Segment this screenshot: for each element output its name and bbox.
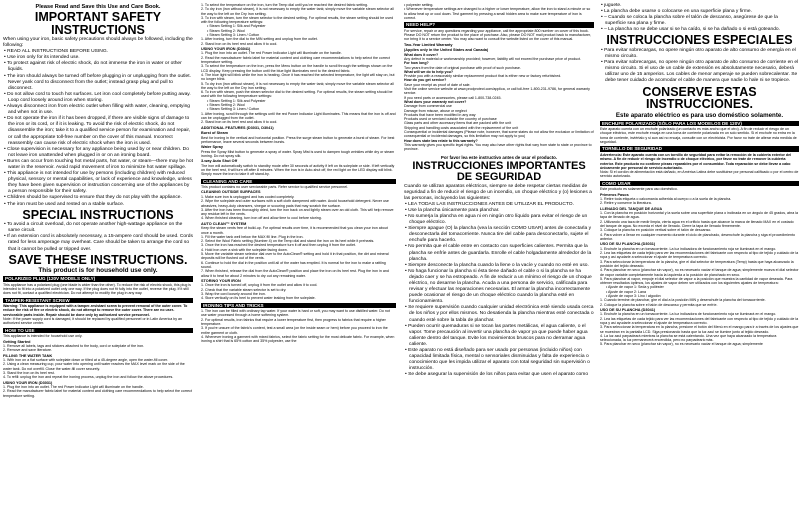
tip-continued-item-2: • Whenever temperature settings are changed to a higher or lower temperature, allow the iron to stand a minute or so to allow heat up or cool down. Test garment by pressing a small hidden area to make sure temperature of iron is correct.: [404, 7, 591, 20]
spray-text: Press the Spray Mist button to generate a spray of water. Spray Mist is used to dampen tough wrinkles while dry or steam ironing. Do not spray silk.: [201, 149, 395, 158]
warranty-line-11: What does your warranty not cover?: [404, 99, 467, 104]
filling-item-1: 1. With iron on a flat surface with soleplate down or tilted at a 45-degree angle, open the water-fill cover.: [3, 358, 169, 363]
uso-3031-tail: [600, 298, 799, 307]
storing-item-4: 4. Store vertically on its heel to prevent water leaking from the soleplate.: [201, 296, 316, 301]
uso-levels: [600, 285, 799, 298]
spanish-bullet-3: • No sumerja la plancha en agua ni en ningún otro líquido para evitar el riesgo de un choque eléctrico.: [405, 213, 588, 226]
column-english-safety: [3, 3, 193, 517]
cleaning-item-2: 2. Wipe the soleplate and outer surfaces with a soft cloth dampened with water. Avoid household detergent. Never use abrasives, heavy-duty cleansers, vinegar or scouring pads that may scratch the surface.: [201, 199, 389, 208]
tamper-es-text: Advertencia: Este aparato cuenta con un tornillo de seguridad para evitar la remoción de la cubierta exterior del mismo. A fin de reducir el riesgo de incendio o de choque eléctrico, por favor no trate de remover la cubierta exterior. Este producto no contiene piezas reparables por el consumidor. Toda reparación se debe llevar a cabo únicamente por personal de servicio autorizado.: [600, 152, 792, 170]
intro-text: When using your iron, basic safety precautions should always be followed, including the following:: [3, 37, 193, 49]
warranty-line-13: Damage from misuse, abuse or neglect: [404, 108, 467, 113]
warranty-line-1: What does it cover?: [404, 52, 439, 57]
band-como-usar: COMO USAR: [600, 181, 799, 187]
title-save-es: CONSERVE ESTAS INSTRUCCIONES.: [642, 84, 757, 112]
special-bullet-1: • To avoid a circuit overload, do not operate another high-wattage appliance on the same circuit.: [4, 222, 183, 234]
uso-3031-item-2: 2. Lea las etiquetas de cada tejido para ver las recomendaciones del fabricante con respecto al tipo de tejido y cuidado de la ropa y así ayudarle a seleccionar el ajuste de temperatura correcto.: [600, 251, 799, 260]
uso-level-3: • Ajuste de vapor 3: Lino / algodón: [606, 294, 661, 299]
storing-list: [201, 283, 396, 300]
warranty-heading: Two-Year Limited Warranty: [404, 42, 453, 47]
autoclean-item-2: 2. Select the Wool Fabric setting (Number 4) on the Temp dial and stand the iron on its heel while it preheats.: [201, 239, 375, 244]
tips-continued: [404, 3, 594, 20]
uso-3041-list: [600, 312, 799, 346]
warranty-line-12: Damage from commercial use: [404, 104, 452, 109]
uso-3031-item-3: 3. Para seleccionar la temperatura de la plancha, gire el dial selector de temperatura (Temp) hasta que haya alcanzado la posición del tejido deseado.: [600, 259, 794, 268]
warranty-line-10: If you need parts or accessories, please call 1-800-738-0245.: [404, 95, 502, 100]
uso-3041-item-5: 5. Para planchar en seco (planchar sin vapor), no es necesario vaciar el tanque de agua; simplemente: [600, 342, 763, 347]
getting-started-item-2: 2. Remove and save literature.: [3, 348, 52, 353]
cleaning-item-4: 4. When finished cleaning, turn iron off and allow time to cool before storing.: [201, 216, 322, 221]
spanish-bullet-10: • Este aparato no está diseñado para ser usado por personas (incluido niños) con capacidad limitada física, mental o sensoriales disminuidas y falta de experiencia o conocimiento que les impida utilizar el aparato con total seguridad sin supervisión o instrucción.: [405, 348, 590, 372]
llenado-item-2: 2. Utilizando una taza de medir limpia, vierta agua en el orificio hasta que alcance la marca de llenado MAX en el costado del tanque de agua. No exceda el nivel de llenado. Cierre la tapa de llenado firmemente.: [600, 219, 794, 229]
uso-3031-item-5: 5. Para planchar al vapor, empuje el dial selector de vapor a la posición que muestra la cantidad de vapor deseada. Para obtener resultados óptimos, los ajustes de vapor deben ser utilizados con los siguientes ajustes de temperatura:: [600, 276, 793, 286]
additional-features-heading: ADDITIONAL FEATURES (D3031, D3041): [201, 125, 274, 130]
using-3041-item-1: 1. Plug the iron into an outlet. The red Power Indicator Light will illuminate on the handle.: [201, 51, 342, 56]
spanish-bullets-continued: [600, 3, 799, 33]
special-bullets: [3, 222, 193, 252]
uso-3041-item-4: 4. La luz azul parpadeará mientras la plancha se está calentando. Una vez que haya alcanzado la temperatura seleccionada, la luz permanecerá encendida, pero no parpadeará más.: [600, 333, 777, 343]
spanish-continued-3: • – Cuando se coloca la plancha sobre el talón de descanso, asegúrese de que la superficie sea plana y firme.: [601, 15, 778, 27]
warranty-line-3: For how long?: [404, 61, 429, 66]
spanish-bullet-4: • Siempre apague (O) la plancha (vea la sección COMO USAR) antes de conectarla y desconectarla del tomacorriente. Nunca tire del cable para desconectarlo, sujete el enchufe para hacerlo.: [405, 226, 592, 244]
top-note: Please Read and Save this Use and Care Book.: [35, 4, 161, 10]
title-special-es: INSTRUCCIONES ESPECIALES: [606, 33, 793, 48]
storing-heading: STORING YOUR IRON: [201, 278, 241, 283]
spanish-bullet-6: • Siempre desconecte la plancha cuando la llene o la vacíe y cuando no esté en uso.: [405, 262, 589, 268]
temp-c-item-2: 2. Stand iron on its heel rest and allow it to cool.: [201, 120, 278, 125]
temp-list-a: [201, 3, 396, 24]
filling-list: [3, 358, 193, 379]
burst-heading: Burst of Steam: [201, 131, 229, 136]
filling-item-4: 4. To refill: unplug the iron and repeat the ironing process, unplug the iron and follow the above procedures.: [3, 375, 174, 380]
spanish-continued-4: • – La plancha no se debe usar si se ha caído, si se ha dañado o si está goteando.: [601, 27, 780, 33]
polarized-es-text: Este aparato cuenta con un enchufe polarizado (un contacto es más ancho que el otro). A fin de reducir el riesgo de un choque eléctrico, este enchufe encaja en una toma de corriente polarizada en un solo sentido. Si el enchufe no entra en la toma de corriente, inviértalo y si aun así no encaja, consulte con un electricista. Por favor no trate de alterar esta medida de seguridad.: [600, 127, 797, 145]
using-iron-3031-list: [3, 385, 193, 398]
getting-started-item-1: 1. Remove all labels, tags and stickers attached to the body, cord or soleplate of the iron.: [3, 344, 145, 349]
using-3041-item-4: 4. The blue light will blink while the iron is heating. Once it has reached the selected temperature, the light will stay on, but no longer blink.: [201, 72, 395, 82]
steam-level-a-1: • Steam Setting 1: Silk and Polyester: [207, 24, 266, 29]
tamper-text: Warning: This appliance is equipped with a tamper-resistant screw to prevent removal of the outer cover. To reduce the risk of fire or electric shock, do not attempt to remove the outer cover. There are no user-serviceable parts inside. Repair should be done only by authorized service personnel.: [3, 304, 188, 317]
uso-3041-item-2: 2. Lea las etiquetas de cada tejido para ver las recomendaciones del fabricante con respecto al tipo de tejido y cuidado de la ropa y así ayudarle a seleccionar el ajuste de temperatura correcto.: [600, 316, 799, 325]
temp-a-item-2: 2. To dry iron (iron without steam), it is not necessary to empty the water tank; simply move the variable steam selector all the way to the left on the Dry Iron setting.: [201, 7, 394, 16]
warranty-line-9: Visit the online service website at www.prodprotect.com/applica, or call toll-free 1-800-231-9786, for general warranty service.: [404, 87, 590, 96]
spanish-continued-1: • juguete.: [601, 3, 622, 8]
safety-bullet-5: • Do not allow cord to touch hot surfaces. Let iron cool completely before putting away. Loop cord loosely around iron when storing.: [4, 91, 191, 103]
steam-level-b-3: • Steam Setting 3: Linen / Cotton: [207, 107, 260, 112]
band-tips: IRONING TIPS AND TRICKS: [201, 303, 396, 309]
autoclean-item-5: 5. Move the variable steam selector dial over to the AutoClean® setting and hold it in that position, the dirt and mineral deposits will be flushed out of the vents.: [201, 252, 389, 261]
spanish-bullet-9: • Pueden ocurrir quemaduras si se tocan las partes metálicas, el agua caliente, o el vapor. Tome precaución al invertir una plancha de vapor ya que puede haber agua caliente dentro del tanque. Evite los movimientos bruscos para no derramar agua caliente.: [405, 323, 588, 347]
storing-item-2: 2. Check that the variable steam selector is set to dry.: [201, 287, 287, 292]
filling-item-3: 3. Stand the iron on its heel rest.: [3, 371, 55, 376]
cord-note: Note: If the power supply cord is damaged, it should be replaced by qualified personnel or in Latin America by an authorized service center.: [3, 317, 182, 326]
tips-list: [201, 309, 396, 343]
autoclean-item-6: 6. Continue to hold the dial in the position until all of the water has emptied. It is normal for the iron to make a rattling sound.: [201, 260, 386, 269]
spanish-bullet-8: • Se requiere supervisión cuando cualquier unidad electrónica esté siendo usada cerca de los niños y por ellos mismos. No desatienda la plancha mientras esté conectada o cuando esté sobre la tabla de planchar.: [405, 305, 594, 323]
warranty-line-15: Products used or serviced outside the country of purchase: [404, 117, 497, 122]
warranty-line-19: How does state law relate to this warranty?: [404, 138, 478, 143]
using-iron-3031-heading: USING YOUR IRON (D3031): [3, 380, 53, 385]
band-cleaning: CLEANING AND CARE: [201, 179, 396, 185]
using-3041-item-6: 6. To iron with steam, push the steam selector dial to the desired setting. For optimal results, the steam setting should be used with the following temperature settings:: [201, 90, 393, 99]
uso-level-2: • Ajuste de vapor 2: Lana: [606, 289, 647, 294]
warranty-line-7: How do you get service?: [404, 78, 447, 83]
getting-started-heading: Getting Started: [3, 339, 31, 344]
using-3041-item-2: 2. Read the manufacturer fabric label for material content and clothing care recommendations to help select the correct temperature setting.: [201, 55, 390, 65]
uso-3031-item-1: 1. Enchufe la plancha en un tomacorriente. La luz indicadora de funcionamiento roja se iluminará en el mango.: [600, 246, 777, 251]
auto-off-heading: 3-way Auto Shut Off: [201, 159, 238, 164]
uso-level-1: • Ajuste de vapor 1: Seda y poliéster: [606, 285, 664, 290]
warranty-line-4: Two years from the date of original purchase with proof of such purchase.: [404, 65, 521, 70]
spanish-bullet-7: • No haga funcionar la plancha si ésta tiene dañado el cable o si la plancha se ha dejado caer y se ha estropeado. A fin de reducir a un mínimo el riesgo de un choque eléctrico, no desarme la plancha. Acuda a una persona de servicio, calificada para revisar y efectuar las reparaciones necesarias. El armar la plancha incorrectamente puede ocasionar el riesgo de un choque eléctrico cuando la plancha esté en funcionamiento.: [405, 268, 592, 305]
steam-level-a-2: • Steam Setting 2: Wool: [207, 28, 245, 33]
spanish-bullet-1: • LEA TODAS LAS INSTRUCCIONES ANTES DE UTILIZAR EL PRODUCTO.: [405, 201, 574, 207]
column-english-usage: [201, 3, 396, 517]
llenado-heading: LLENADO DEL TANQUE DE AGUA: [600, 206, 663, 211]
warranty-line-14: Products that have been modified in any way: [404, 112, 476, 117]
getting-started-list: [3, 344, 193, 353]
warranty-line-6: Provide you with a reasonably similar replacement product that is either new or factory refurbished.: [404, 74, 562, 79]
cord-note-es: Nota: Si el cordón de alimentación está dañado, en América Latina debe sustituirse por personal calificado o por el centro de servicio autorizado.: [600, 170, 799, 179]
safety-bullet-2: • Use iron only for its intended use.: [4, 55, 80, 61]
safety-bullet-9: • Burns can occur from touching hot metal parts, hot water, or steam—there may be hot water in the reservoir. Avoid rapid movement of iron to minimize hot water spillage.: [4, 158, 193, 170]
cleaning-item-3: 3. After the iron has been thoroughly dried, turn the iron back on and lightly steam over an old cloth. This will help remove any residue left in the vents.: [201, 207, 394, 217]
title-special: SPECIAL INSTRUCTIONS: [22, 207, 174, 222]
como-text: Este producto es solamente para uso doméstico.: [600, 187, 678, 192]
safety-bullet-7: • Do not operate the iron if it has been dropped, if there are visible signs of damage to the iron or its cord, or if it is leaking. To avoid the risk of electric shock, do not disassemble the iron; take it to a qualified service person for examination and repair, or call the appropriate toll-free number on the cover of this manual. Incorrect reassembly can cause risk of electric shock when the iron is used.: [4, 116, 191, 146]
tip-item-3: 3. If you're unsure of the fabric's content, test a small area (on the inside seam or hem) before you proceed to iron the entire garment or cloth.: [201, 326, 388, 335]
autoclean-list: [201, 235, 396, 278]
safety-bullets: [3, 49, 193, 207]
steam-levels-1: [201, 24, 396, 37]
band-need-help: NEED HELP?: [404, 22, 594, 28]
primeros-item-2: 2. Retire y conserve la literatura.: [600, 201, 652, 206]
autoclean-item-1: 1. Fill the water tank well below the MAX fill line. Plug in the iron.: [201, 234, 304, 239]
household-note: This product is for household use only.: [38, 267, 158, 275]
temp-b-item-2: 2. Stand iron on its heel rest and allow it to cool.: [201, 41, 278, 46]
autoclean-item-7: 7. When finished, release the dial from the AutoClean® position and place the iron on its heel rest. Plug the iron in and allow it to heat for about 2 minutes to dry out any remaining water.: [201, 269, 389, 278]
tip-item-4: 4. Whenever ironing a garment with mixed fabrics, select the fabric setting for the most delicate fabric. For example, when ironing a shirt that is 65% cotton and 35% polyester, use the: [201, 334, 395, 344]
using-iron-3041-heading: USING YOUR IRON (D3041): [201, 46, 251, 51]
band-how-to-use: HOW TO USE: [3, 328, 193, 334]
using-3041-item-3: 3. To select the temperature on the iron, press the Menu button on the handle to scroll through the settings shown on the LCD display. Keep pressing the button until the blue light illuminates next to the desired fabric.: [201, 64, 393, 73]
storing-item-1: 1. Once the iron is turned off, unplug it from the outlet and allow it to cool.: [201, 283, 318, 288]
safety-bullet-1: • READ ALL INSTRUCTIONS BEFORE USING.: [4, 49, 108, 55]
band-polarized: POLARIZED PLUG (120V MODELS ONLY): [3, 276, 193, 282]
cleaning-outside-heading: CLEANING OUTSIDE SURFACES: [201, 190, 261, 195]
steam-levels-2: [201, 99, 396, 112]
warranty-subheading: (Applies only in the United States and Canada): [404, 48, 489, 53]
spanish-read-note: Por favor lea este instructivo antes de usar el producto.: [440, 154, 558, 160]
band-tamper-es: TORNILLO DE SEGURIDAD: [600, 146, 799, 152]
autoclean-item-4: 4. Hold iron over a sink with the soleplate facing down.: [201, 247, 288, 252]
band-polarized-es: ENCHUFE POLARIZADO (SÓLO PARA LOS MODELOS DE 120V): [600, 121, 799, 127]
cleaning-intro: This product contains no user serviceable parts. Refer service to qualified service personnel.: [201, 185, 349, 190]
spanish-continued-2: • La plancha debe usarse o colocarse en una superficie plana y firme.: [601, 9, 752, 15]
warranty-lines: [404, 53, 594, 152]
steam-level-b-2: • Steam Setting 2: Wool: [207, 103, 245, 108]
safety-bullet-4: • The iron should always be turned off before plugging in or unplugging from the outlet. Never yank cord to disconnect from the outlet; instead grasp plug and pull to disconnect.: [4, 73, 191, 91]
special-es-bullet-2: • Para evitar sobrecargas, no opere ningún otro aparato de alto consumo de corriente en el mismo circuito. Si el uso de un cable de extensión es absolutamente necesario, deberá utilizar uno de 15 amperios. Los cables de menor amperaje se pueden sobrecalentar. Se debe tener cuidado de acomodar el cable de manera que nadie lo hale ni se tropiece.: [601, 60, 799, 84]
llenado-item-4: 4. Para volver a llenar en cualquier momento durante el ciclo de planchado, desenchufe la plancha y siga el procedimiento anterior.: [600, 232, 795, 241]
uso-3041-item-1: 1. Enchufe la plancha en un tomacorriente. La luz indicadora de funcionamiento roja se iluminará en el mango.: [600, 312, 777, 317]
safety-bullet-11: • Children should be supervised to ensure that they do not play with the appliance.: [4, 195, 182, 201]
spray-heading: Water Spray: [201, 145, 224, 150]
uso-3031-list: [600, 247, 799, 286]
spanish-bullet-5: • No permita que el cable entre en contacto con superficies calientes. Permita que la plancha se enfríe antes de guardarla. Enrolle el cable holgadamente alrededor de la plancha.: [405, 244, 592, 262]
temp-c-item-1: 1. After ironing, scroll through the settings until the red Power Indicator Light illuminates. This means that the iron is off and can be unplugged from the outlet.: [201, 111, 396, 120]
spanish-intro: Cuando se utilizan aparatos eléctricos, siempre se debe respetar ciertas medidas de seguridad a fin de reducir el riesgo de un incendio, un choque eléctrico y (o) lesiones a las personas, incluyendo las siguientes:: [404, 183, 592, 201]
llenado-item-1: 1. Con la plancha en posición horizontal y la suela sobre una superficie plana o inclinada en un ángulo de 45 grados, abra la tapa de llenado de agua.: [600, 211, 798, 220]
howto-text: This appliance is intended for household use only.: [3, 334, 83, 339]
tip-item-2: 2. For optimal results, iron fabrics that require a lower temperature first, then progress to fabrics that require a higher temperature.: [201, 317, 386, 326]
warranty-line-5: What will we do to help you?: [404, 69, 454, 74]
llenado-list: [600, 211, 799, 241]
safety-bullet-12: • The iron must be used and rested on a stable surface.: [4, 201, 125, 207]
primeros-heading: Primeros Pasos: [600, 192, 629, 197]
temp-b-item-1: 1. After ironing, turn the dial to the MIN setting and unplug from the outlet.: [201, 37, 318, 42]
filling-item-2: 2. Using a clean measuring cup, pour water into opening until water reaches the MAX level mark on the side of the water tank. Do not overfill. Close the water-fill cover securely.: [3, 362, 185, 371]
spanish-bullet-2: • Use la plancha únicamente para planchar.: [405, 207, 500, 213]
special-es-bullet-1: • Para evitar sobrecargas, no opere ningún otro aparato de alto consumo de energía en el mismo circuito.: [601, 47, 796, 60]
burst-text: Best for ironing in the vertical and horizontal position. Press the surge steam button to generate a burst of steam. For best performance, leave several seconds between bursts.: [201, 135, 395, 144]
temp-list-b: [201, 37, 396, 46]
using-3031-item-2: 2. Read the manufacturer fabric label for material content and clothing care recommendations to help select the correct temperature setting.: [3, 389, 192, 398]
polarized-text: This appliance has a polarized plug (one blade is wider than the other). To reduce the risk of electric shock, this plug is intended to fit into a polarized outlet only one way. If the plug does not fit fully into the outlet, reverse the plug. If it still does not fit, contact a qualified electrician. Do not attempt to modify the plug in any way.: [3, 282, 191, 296]
warranty-line-16: Glass parts and other accessory items that are packed with the unit: [404, 121, 512, 126]
uso-tail-item-1: 1. Cuando termine de planchar, gire el dial a la posición MIN y desenchufe la plancha del tomacorriente.: [600, 298, 766, 303]
column-warranty-spanish: [404, 3, 594, 517]
tip-continued-item-1: • polyester setting.: [404, 3, 434, 7]
temp-a-item-1: 1. To select the temperature on the iron, turn the Temp dial until you've reached the desired fabric setting.: [201, 3, 368, 7]
warranty-line-20: This warranty gives you specific legal rights. You may also have other rights that vary from state to state or province to province.: [404, 142, 592, 152]
autoclean-item-3: 3. Once the iron has reached the desired temperature turn it off and then unplug it from the outlet.: [201, 243, 356, 248]
warranty-line-8: Save your receipt as proof of date of sale.: [404, 82, 471, 87]
cleaning-list: [201, 195, 396, 221]
temp-a-item-3: 3. To iron with steam, turn the steam selector to the desired setting. For optimal results, the steam setting should be used with the following temperature settings:: [201, 15, 394, 25]
uso-3031-item-4: 4. Para planchar en seco (planchar sin vapor), no es necesario vaciar el tanque de agua; simplemente mueva el dial selector de vapor variable completamente hacia la izquierda a la posición de planchado en seco.: [600, 268, 799, 277]
title-safety: IMPORTANT SAFETY INSTRUCTIONS: [34, 10, 162, 37]
using-3041-item-5: 5. To dry iron (iron without steam), it is not necessary to empty the water tank; simply move the variable steam selector all the way to the left on the Dry Iron setting.: [201, 81, 394, 90]
title-save: SAVE THESE INSTRUCTIONS.: [8, 252, 188, 267]
steam-level-a-3: • Steam Setting 3: Linen / Cotton: [207, 33, 260, 38]
autoclean-text: Keep the steam vents free of build-up. For optimal results over time, it is recommended that you clean your iron about once a month.: [201, 226, 388, 235]
storing-item-3: 3. Wrap the cord loosely around the iron.: [201, 291, 266, 296]
uso-tail-item-2: 2. Coloque la plancha sobre el talón de descanso y permita que se enfríe.: [600, 302, 718, 307]
band-tamper: TAMPER-RESISTANT SCREW: [3, 298, 193, 304]
uso-3041-heading: USO DE SU PLANCHA (D3041): [600, 307, 656, 312]
steam-level-b-1: • Steam Setting 1: Silk and Polyester: [207, 98, 266, 103]
spanish-bullets: [404, 202, 594, 379]
temp-list-c: [201, 112, 396, 125]
safety-bullet-3: • To protect against risk of electric shock, do not immerse the iron in water or other liquids.: [4, 61, 182, 73]
warranty-line-18: Consequential or incidental damages (Please note, however, that some states do not allow the exclusion or limitation of consequential or incidental damages, so this limitation may not apply to you): [404, 130, 594, 139]
special-bullet-2: • If an extension cord is absolutely necessary, a 15-ampere cord should be used. Cords rated for less amperage may overheat. Care should be taken to arrange the cord so that it cannot be pulled or tripped over.: [4, 234, 193, 252]
warranty-line-2: Any defect in material or workmanship provided; however, liability will not exceed the purchase price of product.: [404, 56, 581, 61]
auto-off-text: The iron will automatically switch to standby mode after 30 seconds of activity if left on its soleplate or side. If left vertically on the heel rest, it will turn off after 8 minutes. When the iron is in Auto-shut off, the red light on the LED display will blink. Simply move the iron to take it off stand-by.: [201, 163, 395, 177]
using-3031-item-1: 1. Plug the iron into an outlet. The red Power Indicator Light will illuminate on the handle.: [3, 385, 144, 390]
household-note-es: Este aparato eléctrico es para uso doméstico solamente.: [615, 111, 784, 119]
warranty-line-17: Shipping and handling costs associated with the replacement of the unit: [404, 125, 519, 130]
primeros-list: [600, 197, 799, 206]
title-spanish-safety: INSTRUCCIONES IMPORTANTES DE SEGURIDAD: [412, 159, 586, 183]
safety-bullet-10: • This appliance is not intended for use by persons (including children) with reduced physical, sensory or mental capabilities, or lack of experience and knowledge, unless they have been given supervision or instruction concerning use of the appliances by a person responsible for their safety.: [4, 171, 192, 195]
uso-3031-heading: USO DE SU PLANCHA (D3031): [600, 242, 656, 247]
llenado-item-3: 3. Coloque la plancha en posición vertical sobre el talón de descanso.: [600, 228, 712, 233]
safety-bullet-8: • Close supervision is necessary for any appliance being used by or near children. Do not leave iron unattended when plugged in or on an ironing board.: [4, 146, 189, 158]
spanish-bullet-11: • Se debe asegurar la supervisión de los niños para evitar que usen el aparato como: [405, 372, 589, 378]
autoclean-heading: AUTO CLEAN™ SYSTEM: [201, 221, 247, 226]
safety-bullet-6: • Always disconnect iron from electric outlet when filling with water, cleaning, emptying and when not in use.: [4, 104, 191, 116]
using-iron-3041-list: [201, 51, 396, 98]
help-text: For service, repair or any questions regarding your appliance, call the appropriate 800 number on cover of this book. Please DO NOT return the product to the place of purchase. Also, please DO NOT mail product back to manufacturer, nor bring it to a service center. You may also want to consult the website listed on the cover of this manual.: [404, 28, 592, 42]
filling-heading: FILLING THE WATER TANK: [3, 353, 53, 358]
tip-item-1: 1. The iron can be filled with ordinary tap water. If your water is hard or soft, you may want to use distilled water. Do not use water processed through a home softening system.: [201, 309, 390, 318]
special-es-bullets: [600, 48, 799, 85]
column-spanish-usage: [600, 3, 799, 517]
cleaning-item-1: 1. Make sure iron is unplugged and has cooled completely.: [201, 194, 295, 199]
primeros-item-1: 1. Retire toda etiqueta o calcomanía adherida al cuerpo o a la suela de la plancha.: [600, 197, 732, 202]
uso-3041-item-3: 3. Para seleccionar la temperatura en la plancha, presione el botón del Menú en el mango para ir a través de los ajustes que se muestran en la pantalla LCD. Siga presionando hasta que la luz azul se ilumine junto al tejido deseado.: [600, 325, 799, 334]
